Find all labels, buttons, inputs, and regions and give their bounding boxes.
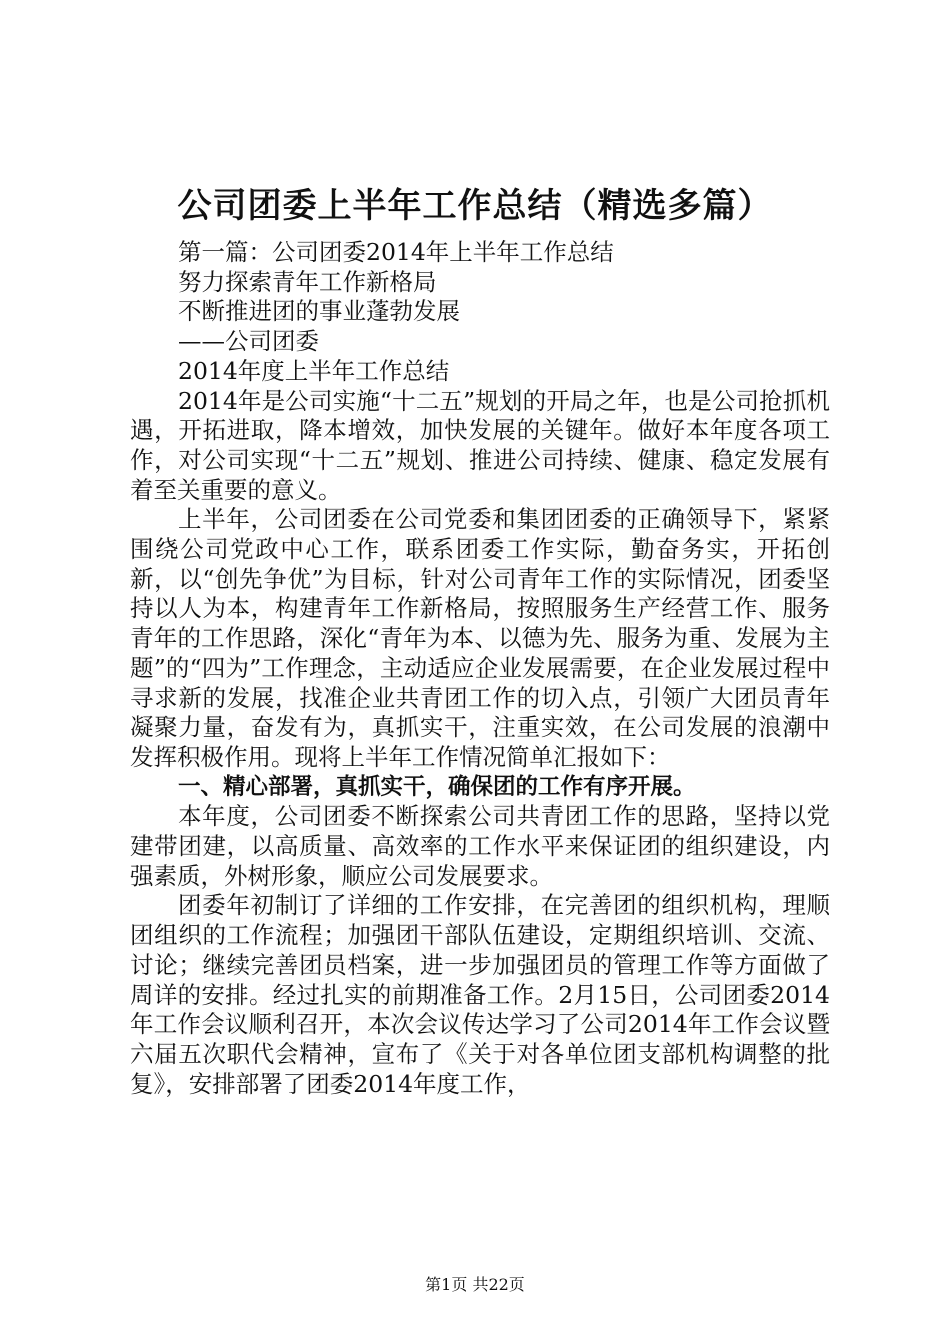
document-title: 公司团委上半年工作总结（精选多篇） <box>177 186 773 226</box>
body-paragraph: 团委年初制订了详细的工作安排，在完善团的组织机构，理顺团组织的工作流程；加强团干部队伍建设，定期组织培训、交流、讨论；继续完善团员档案，进一步加强团员的管理工作等方面做了周详的安排。经过扎实的前期准备工作。2月15日，公司团委2014年工作会议顺利召开，本次会议传达学习了公司2014年工作会议暨六届五次职代会精神，宣布了《关于对各单位团支部机构调整的批复》，安排部署了团委2014年度工作， <box>130 891 830 1098</box>
subtitle-line: ——公司团委 <box>178 327 319 356</box>
page-footer: 第1页 共22页 <box>425 1275 525 1294</box>
subtitle-line: 努力探索青年工作新格局 <box>178 267 437 296</box>
document-body <box>130 238 830 1099</box>
section-heading: 一、精心部署，真抓实干，确保团的工作有序开展。 <box>178 773 696 800</box>
body-paragraph: 本年度，公司团委不断探索公司共青团工作的思路，坚持以党建带团建，以高质量、高效率的工作水平来保证团的组织建设，内强素质，外树形象，顺应公司发展要求。 <box>130 802 830 890</box>
body-paragraph: 上半年，公司团委在公司党委和集团团委的正确领导下，紧紧围绕公司党政中心工作，联系团委工作实际，勤奋务实，开拓创新，以“创先争优”为目标，针对公司青年工作的实际情况，团委坚持以人为本，构建青年工作新格局，按照服务生产经营工作、服务青年的工作思路，深化“青年为本、以德为先、服务为重、发展为主题”的“四为”工作理念，主动适应企业发展需要，在企业发展过程中寻求新的发展，找准企业共青团工作的切入点，引领广大团员青年凝聚力量，奋发有为，真抓实干，注重实效，在公司发展的浪潮中发挥积极作用。现将上半年工作情况简单汇报如下： <box>130 505 830 771</box>
subtitle-line: 不断推进团的事业蓬勃发展 <box>178 297 460 326</box>
body-paragraph: 2014年是公司实施“十二五”规划的开局之年，也是公司抢抓机遇，开拓进取，降本增效，加快发展的关键年。做好本年度各项工作，对公司实现“十二五”规划、推进公司持续、健康、稳定发展有着至关重要的意义。 <box>130 386 830 504</box>
subtitle-line: 2014年度上半年工作总结 <box>178 356 450 385</box>
subtitle-line: 第一篇：公司团委2014年上半年工作总结 <box>178 238 614 266</box>
